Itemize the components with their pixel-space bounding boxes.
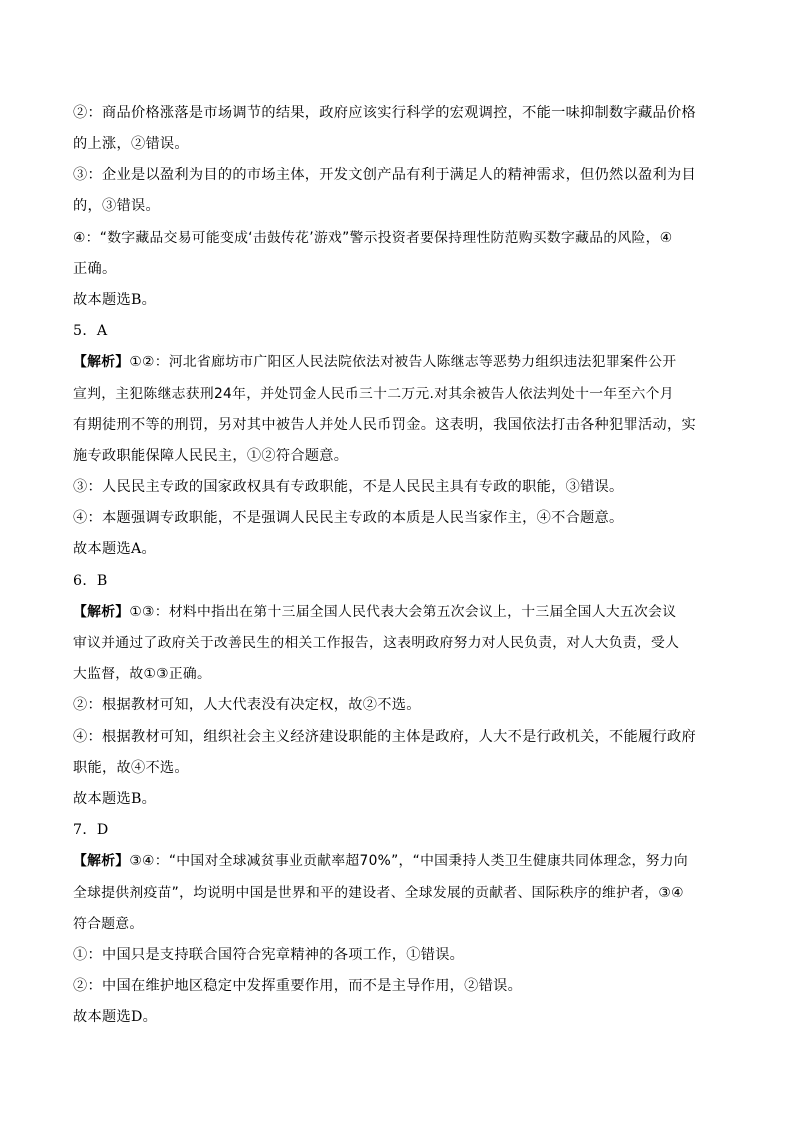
- line-q7-option1: ①：中国只是支持联合国符合宪章精神的各项工作，①错误。: [73, 947, 465, 963]
- analysis-text: ③④：“中国对全球减贫事业贡献率超70%”，“中国秉持人类卫生健康共同体理念，努力向: [129, 853, 688, 869]
- line-q5-analysis-cont1: 宣判，主犯陈继志获刑24年，并处罚金人民币三十二万元.对其余被告人依法判处十一年至六个月: [73, 386, 674, 402]
- line-q7-option2: ②：中国在维护地区稳定中发挥重要作用，而不是主导作用，②错误。: [73, 978, 523, 994]
- line-q6-option4-cont: 职能，故④不选。: [73, 760, 189, 776]
- line-q7-conclusion: 故本题选D。: [73, 1009, 158, 1025]
- line-q5-option4: ④：本题强调专政职能，不是强调人民民主专政的本质是人民当家作主，④不合题意。: [73, 510, 624, 526]
- line-q4-conclusion: 故本题选B。: [73, 292, 157, 308]
- line-q4-option2: ②：商品价格涨落是市场调节的结果，政府应该实行科学的宏观调控，不能一味抑制数字藏品价格: [73, 105, 696, 121]
- analysis-tag: 【解析】: [73, 853, 130, 869]
- line-q4-option4-cont: 正确。: [73, 261, 117, 277]
- line-q5-option3: ③：人民民主专政的国家政权具有专政职能，不是人民民主具有专政的职能，③错误。: [73, 479, 624, 495]
- line-q5-analysis: [73, 352, 723, 372]
- line-q7-answer: 7．D: [73, 822, 109, 838]
- line-q5-answer: 5．A: [73, 323, 108, 339]
- line-q4-option3: ③：企业是以盈利为目的的市场主体，开发文创产品有利于满足人的精神需求，但仍然以盈利为目: [73, 167, 696, 183]
- line-q7-analysis-cont2: 符合题意。: [73, 916, 144, 932]
- line-q5-analysis-cont2: 有期徒刑不等的刑罚，另对其中被告人并处人民币罚金。这表明，我国依法打击各种犯罪活动，实: [73, 417, 696, 433]
- line-q6-conclusion: 故本题选B。: [73, 791, 157, 807]
- line-q4-option3-cont: 的，③错误。: [73, 198, 160, 214]
- line-q4-option4: ④：“数字藏品交易可能变成‘击鼓传花’游戏”警示投资者要保持理性防范购买数字藏品的风险，④: [73, 230, 673, 246]
- analysis-text: ①③：材料中指出在第十三届全国人民代表大会第五次会议上，十三届全国人大五次会议: [129, 604, 677, 620]
- line-q6-answer: 6．B: [73, 573, 108, 589]
- line-q6-analysis-cont1: 审议并通过了政府关于改善民生的相关工作报告，这表明政府努力对人民负责，对人大负责，受人: [73, 635, 680, 651]
- line-q6-analysis-cont2: 大监督，故①③正确。: [73, 666, 212, 682]
- line-q6-option4: ④：根据教材可知，组织社会主义经济建设职能的主体是政府，人大不是行政机关，不能履行政府: [73, 729, 696, 745]
- line-q5-conclusion: 故本题选A。: [73, 541, 156, 557]
- line-q6-analysis: [73, 602, 723, 622]
- line-q7-analysis-cont1: 全球提供剂疫苗”，均说明中国是世界和平的建设者、全球发展的贡献者、国际秩序的维护者，③④: [73, 885, 684, 901]
- line-q4-option2-cont: 的上涨，②错误。: [73, 136, 189, 152]
- analysis-text: ①②：河北省廊坊市广阳区人民法院依法对被告人陈继志等恶势力组织违法犯罪案件公开: [129, 354, 677, 370]
- line-q6-option2: ②：根据教材可知，人大代表没有决定权，故②不选。: [73, 697, 421, 713]
- line-q5-analysis-cont3: 施专政职能保障人民民主，①②符合题意。: [73, 448, 349, 464]
- analysis-tag: 【解析】: [73, 354, 130, 370]
- line-q7-analysis: [73, 851, 723, 871]
- analysis-tag: 【解析】: [73, 604, 130, 620]
